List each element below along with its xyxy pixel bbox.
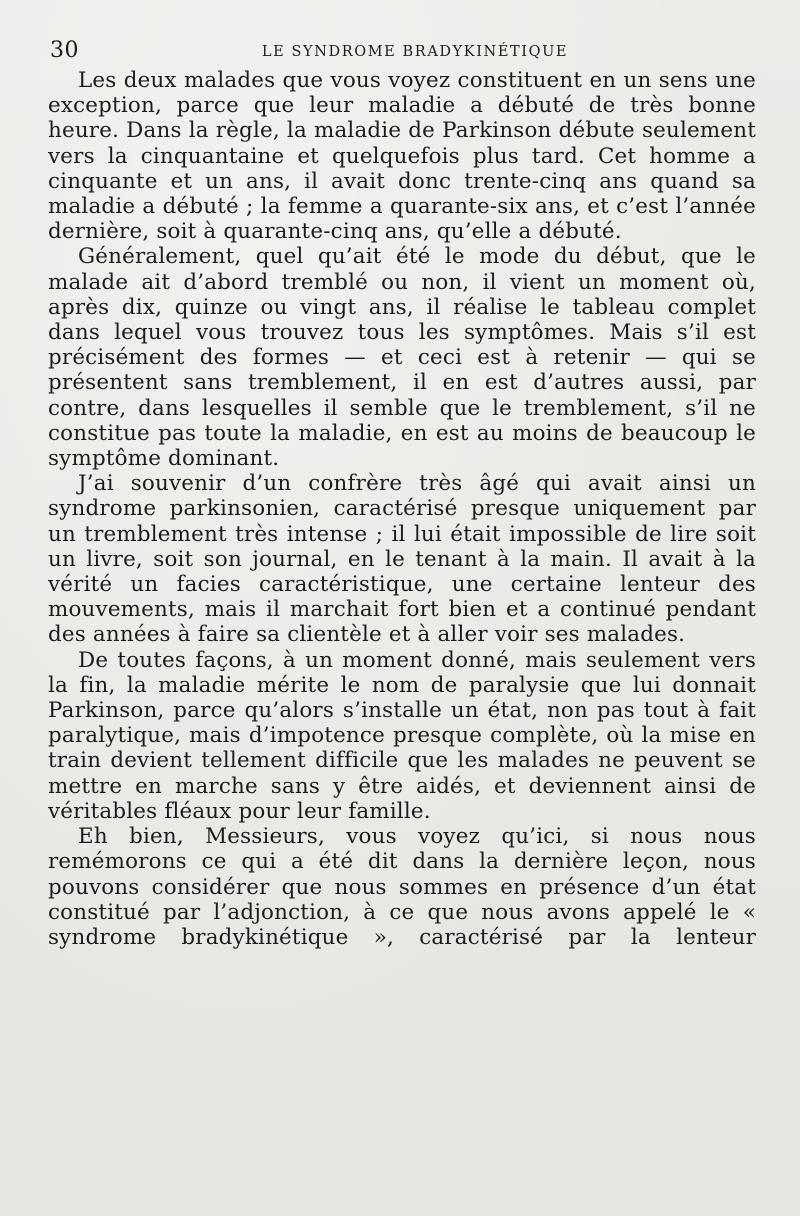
page-number: 30 [50, 38, 79, 63]
paragraph: J’ai souvenir d’un confrère très âgé qui avait ainsi un syndrome parkinsonien, caractérisé presque uniquement par un tremblement très intense ; il lui était impossible de lire soit un livre, soit son journal, en le tenant à la main. Il avait à la vérité un facies caractéristique, une certaine lenteur des mouvements, mais il marchait fort bien et a continué pendant des années à faire sa clientèle et à aller voir ses malades. [48, 471, 756, 648]
paragraph: Généralement, quel qu’ait été le mode du début, que le malade ait d’abord tremblé ou non, il vient un moment où, après dix, quinze ou vingt ans, il réalise le tableau complet dans lequel vous trouvez tous les symptômes. Mais s’il est précisément des formes — et ceci est à retenir — qui se présentent sans tremblement, il en est d’autres aussi, par contre, dans lesquelles il semble que le tremblement, s’il ne constitue pas toute la maladie, en est au moins de beaucoup le symptôme dominant. [48, 244, 756, 472]
body-text [48, 68, 756, 950]
paragraph: Eh bien, Messieurs, vous voyez qu’ici, si nous nous remémorons ce qui a été dit dans la dernière leçon, nous pouvons considérer que nous sommes en présence d’un état constitué par l’adjonction, à ce que nous avons appelé le « syndrome bradykinétique », caractérisé par la lenteur [48, 824, 756, 950]
paragraph: De toutes façons, à un moment donné, mais seulement vers la fin, la maladie mérite le nom de paralysie que lui donnait Parkinson, parce qu’alors s’installe un état, non pas tout à fait paralytique, mais d’impotence presque complète, où la mise en train devient tellement difficile que les malades ne peuvent se mettre en marche sans y être aidés, et deviennent ainsi de véritables fléaux pour leur famille. [48, 647, 756, 824]
running-title: LE SYNDROME BRADYKINÉTIQUE [261, 44, 569, 60]
paragraph: Les deux malades que vous voyez constituent en un sens une exception, parce que leur maladie a débuté de très bonne heure. Dans la règle, la maladie de Parkinson débute seulement vers la cinquantaine et quelquefois plus tard. Cet homme a cinquante et un ans, il avait donc trente-cinq ans quand sa maladie a débuté ; la femme a quarante-six ans, et c’est l’année dernière, soit à quarante-cinq ans, qu’elle a débuté. [48, 68, 756, 245]
running-header [48, 36, 756, 66]
